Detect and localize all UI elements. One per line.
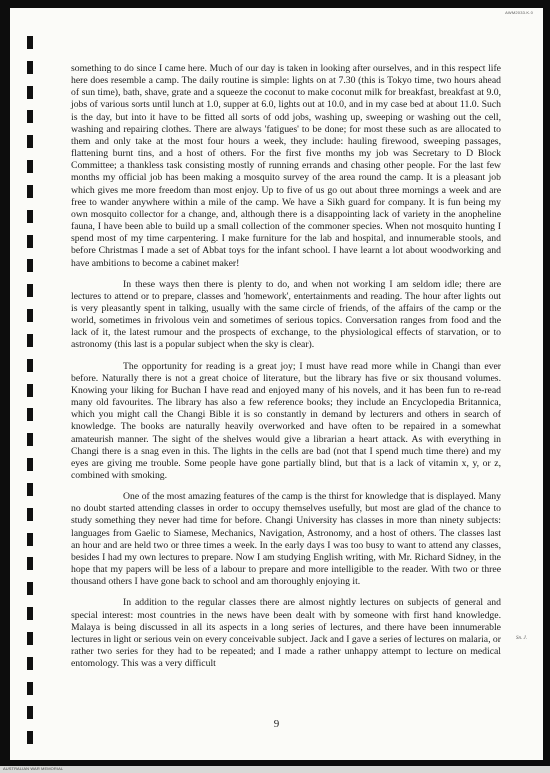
binding-hole: [27, 458, 33, 471]
letter-body: [71, 63, 501, 679]
binding-hole: [27, 359, 33, 372]
binding-hole: [27, 210, 33, 223]
binding-hole: [27, 334, 33, 347]
binding-hole: [27, 508, 33, 521]
margin-annotation: Sn. J.: [516, 636, 527, 641]
binding-hole: [27, 185, 33, 198]
binding-hole: [27, 384, 33, 397]
binding-hole: [27, 309, 33, 322]
binding-hole: [27, 160, 33, 173]
paragraph-2: In these ways then there is plenty to do, and when not working I am seldom idle; there are lectures to attend or to prepare, classes and 'homework', entertainments and reading. The hour after lights out is very pleasantly spent in talking, usually with the same circle of friends, of the affairs of the camp or the world, sometimes in frivolous vein and sometimes of serious topics. Conversation ranges from food and the lack of it, the latest rumour and the prospects of exchange, to the physiological effects of starvation, or to astronomy (this last is a popular subject when the sky is clear).: [71, 278, 501, 351]
document-page: [10, 8, 543, 760]
binding-hole: [27, 408, 33, 421]
archive-label: AUSTRALIAN WAR MEMORIAL: [3, 766, 64, 771]
paragraph-1: something to do since I came here. Much of our day is taken in looking after ourselves, and in this respect life here does resemble a camp. The daily routine is simple: lights on at 7.30 (this is Tokyo time, two hours ahead of sun time), bath, shave, grate and a squeeze the coconut to make coconut milk for breakfast, breakfast at 9.0, jobs of various sorts until lunch at 1.0, supper at 6.0, lights out at 10.0, and in my case bed at about 11.0. Such is the day, but into it have to be fitted all sorts of odd jobs, washing up, sweeping or washing out the cell, washing and repairing clothes. There are always 'fatigues' to be done; for most these such as are allocated to them and only take at the most four hours a week, they include: hauling firewood, sweeping passages, flattening burnt tins, and a host of others. For the first five months my job was Secretary to D Block Committee; a thankless task consisting mostly of running errands and chasing other people. For the last few months my official job has been making a mosquito survey of the area round the camp. It is a pleasant job which gives me more freedom than most enjoy. Up to five of us go out about three mornings a week and are free to wander anywhere within a mile of the camp. We have a Sikh guard for company. It is fun being my own mosquito collector for a change, and, although there is a disappointing lack of variety in the anopheline fauna, I have been able to build up a small collection of the commoner species. When not mosquito hunting I spend most of my time carpentering. I make furniture for the lab and hospital, and innumerable stools, and before Christmas I made a set of Abbat toys for the infant school. I have learnt a lot about woodworking and have ambitions to become a cabinet maker!: [71, 63, 501, 269]
binding-hole: [27, 86, 33, 99]
page-number: 9: [273, 718, 280, 730]
binding-hole: [27, 433, 33, 446]
paragraph-3: The opportunity for reading is a great joy; I must have read more while in Changi than ever before. Naturally there is not a great choice of literature, but the library has five or six thousand volumes. Knowing your liking for Buchan I have read and enjoyed many of his novels, and it has been fun to re-read many old favourites. The library has also a few reference books; they include an Encyclopedia Britannica, which you might call the Changi Bible it is so constantly in demand by lecturers and others in search of knowledge. The books are naturally heavily overworked and have often to be repaired in a somewhat amateurish manner. The sight of the shelves would give a librarian a heart attack. As with everything in Changi there is a snag even in this. The lights in the cells are bad (not that I spend much time there) and my eyes are giving me trouble. Some people have gone partially blind, but that is a lack of vitamin x, y, or z, combined with smoking.: [71, 360, 501, 481]
archive-reference: AWM2033.K.0: [505, 10, 533, 15]
binding-hole: [27, 36, 33, 49]
binding-hole: [27, 110, 33, 123]
comb-binding: [27, 36, 37, 756]
binding-hole: [27, 607, 33, 620]
binding-hole: [27, 582, 33, 595]
paragraph-4: One of the most amazing features of the camp is the thirst for knowledge that is displayed. Many no doubt started attending classes in order to occupy themselves usefully, but most are glad of the chance to study something they never had time for before. Changi University has classes in more than ninety subjects: languages from Gaelic to Siamese, Mechanics, Navigation, Astronomy, and a host of others. The classes last an hour and are held two or three times a week. In the early days I was too busy to want to attend any classes, besides I had my own lectures to prepare. Now I am studying English writing, with Mr. Richard Sidney, in the hope that my papers will be less of a labour to prepare and more intelligible to the reader. With two or three thousand others I have gone back to school and am thoroughly enjoying it.: [71, 491, 501, 588]
binding-hole: [27, 682, 33, 695]
binding-hole: [27, 61, 33, 74]
binding-hole: [27, 557, 33, 570]
binding-hole: [27, 533, 33, 546]
binding-hole: [27, 235, 33, 248]
binding-hole: [27, 483, 33, 496]
paragraph-5: In addition to the regular classes there are almost nightly lectures on subjects of general and special interest: most countries in the news have been dealt with by someone with first hand knowledge. Malaya is being discussed in all its aspects in a long series of lectures, and there have been innumerable lectures in light or serious vein on every conceivable subject. Jack and I gave a series of lectures on malaria, or rather two series for they had to be repeated; and I made a rather unhappy attempt to lecture on medical entomology. This was a very difficult: [71, 597, 501, 670]
binding-hole: [27, 259, 33, 272]
binding-hole: [27, 632, 33, 645]
binding-hole: [27, 135, 33, 148]
binding-hole: [27, 284, 33, 297]
binding-hole: [27, 657, 33, 670]
binding-hole: [27, 731, 33, 744]
